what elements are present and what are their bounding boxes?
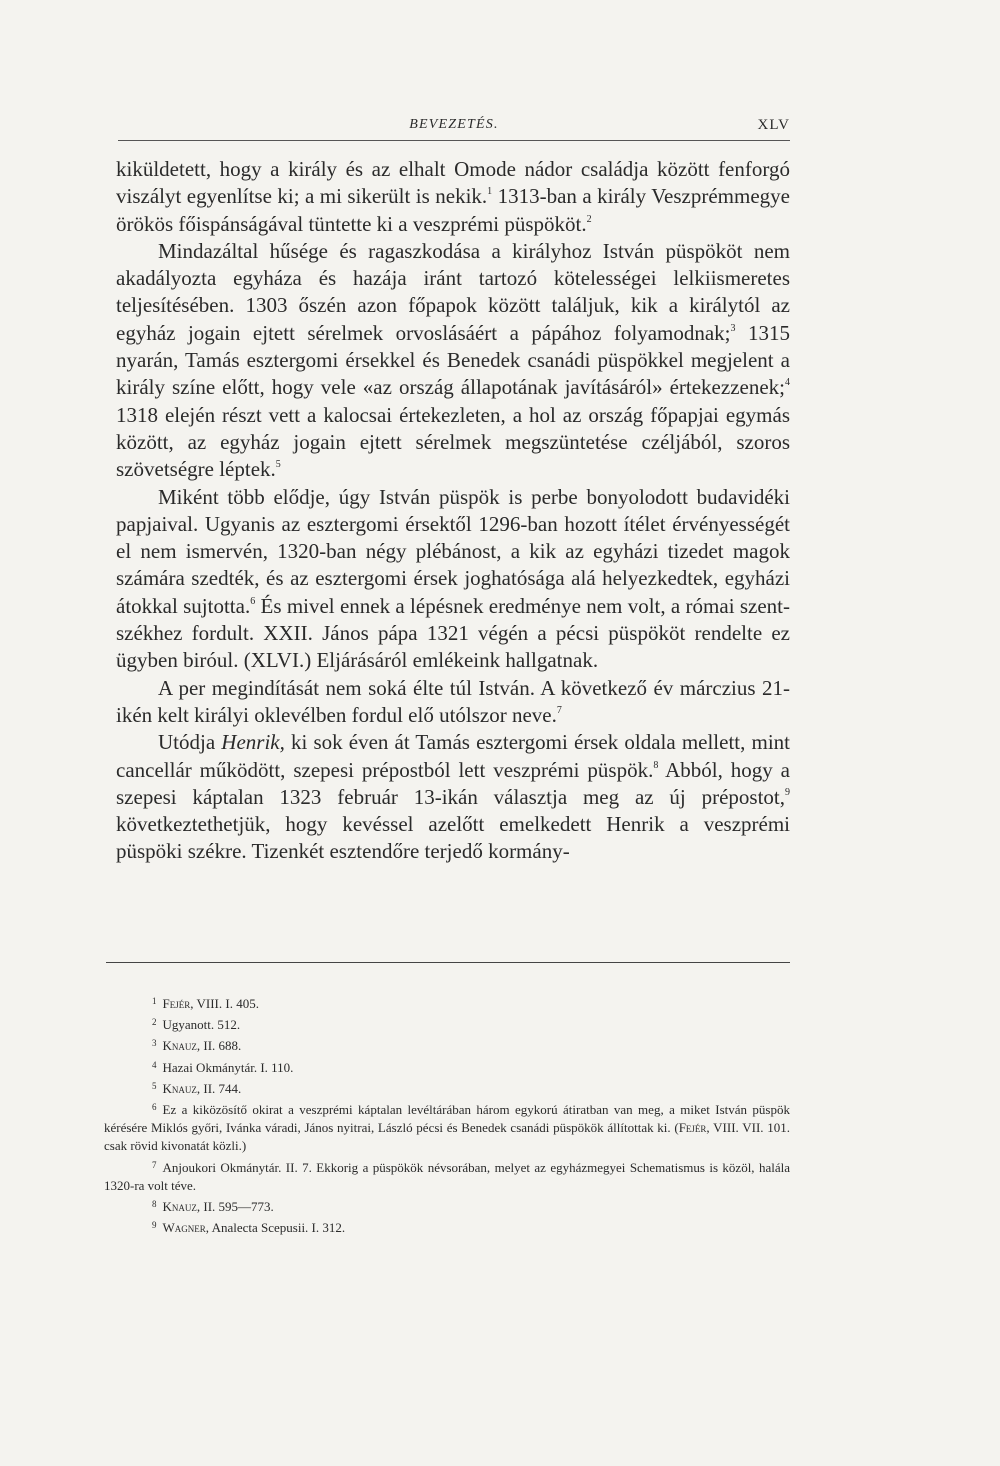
text-run: II. 744. xyxy=(200,1080,242,1096)
footnote xyxy=(104,1056,790,1077)
footnote-number: 1 xyxy=(152,996,157,1006)
footnote xyxy=(104,992,790,1013)
text-run: következtethetjük, hogy kevéssel azelőtt emelkedett Henrik a veszprémi püspöki székre. Tizenkét esztendőre terjedő kormány- xyxy=(116,812,790,864)
footnote-ref: 2 xyxy=(586,213,592,225)
page-number: XLV xyxy=(757,117,790,133)
author-name: Knauz, xyxy=(162,1038,201,1054)
header-rule xyxy=(118,140,790,141)
text-run: Ugyanott. 512. xyxy=(162,1017,241,1033)
footnote-number: 7 xyxy=(152,1159,157,1170)
text-run: Ez a kiközösítő okirat a veszprémi káptalan levéltárában három egykorú átiratban van meg, a miket István püspök kérésére Miklós győri, Ivánka váradi, János nyitrai, László pécsi és Benedek csanádi püspökök állítottak ki. ( xyxy=(104,1102,790,1136)
text-run: Utódja xyxy=(158,730,222,755)
text-run: II. 595—773. xyxy=(200,1199,274,1215)
footnote xyxy=(104,1034,790,1055)
author-name: Fejér, xyxy=(162,996,194,1011)
text-run: ki sok éven át Tamás esztergomi érsek oldala mellett, mint cancellár működött, szepesi prépostból lett veszprémi püspök. xyxy=(116,730,791,782)
text-run: kiküldetett, hogy a király és az elhalt Omode nádor családja között fenforgó viszályt egyenlítse ki; a mi sikerült is nekik. xyxy=(116,157,790,209)
footnote-ref: 8 xyxy=(653,759,659,771)
footnote xyxy=(104,1013,790,1034)
text-run: 1318 elején részt vett a kalocsai értekezleten, a hol az ország főpapjai egymás között, az egyház jogain ejtett sérelmek megszüntetése czéljából, szoros szövetségre léptek. xyxy=(116,402,790,482)
text-run: Hazai Okmánytár. I. 110. xyxy=(162,1059,294,1075)
author-name: Fejér, xyxy=(678,1120,710,1136)
text-run: Miként több elődje, úgy István püspök is perbe bonyolodott budavidéki papjaival. Ugyanis az esztergomi érsektől 1296-ban hozott ítélet érvényességét el nem ismervén, 1320-ban négy plébánost, a kik az egyházi tizedet magok számára szedték, és az esztergomi érsek joghatósága alá helyezkedtek, egyházi átokkal sujtotta. xyxy=(116,484,790,618)
footnote-ref: 6 xyxy=(250,595,256,607)
main-text xyxy=(116,156,790,866)
text-run: Abból, hogy a szepesi káptalan 1323 február 13-ikán választja meg az új prépostot, xyxy=(116,757,790,809)
footnotes xyxy=(104,992,790,1237)
footnote-ref: 5 xyxy=(275,459,281,471)
footnote-number: 3 xyxy=(152,1038,157,1049)
text-run: 1313-ban a király Veszprémmegye örökös főispánságával tüntette ki a veszprémi püspököt. xyxy=(116,184,790,236)
footnote-rule xyxy=(106,962,790,963)
footnote-number: 6 xyxy=(152,1102,157,1113)
footnote xyxy=(104,1156,790,1195)
text-run: VIII. I. 405. xyxy=(193,996,259,1011)
text-run: A per megindítását nem soká élte túl István. A következő év márczius 21-ikén kelt királyi oklevélben fordul elő utólszor neve. xyxy=(116,675,790,727)
footnote-ref: 7 xyxy=(556,704,562,716)
paragraph xyxy=(116,156,790,238)
text-run: 1315 nyarán, Tamás esztergomi érsekkel és Benedek csanádi püspökkel megjelent a király színe előtt, hogy vele «az ország állapotának javításáról» értekezzenek; xyxy=(116,320,790,400)
author-name: Wagner, xyxy=(162,1220,210,1236)
paragraph xyxy=(116,484,790,675)
text-run: Anjoukori Okmánytár. II. 7. Ekkorig a püspökök névsorában, melyet az egyházmegyei Schematismus is közöl, halála 1320-ra volt téve. xyxy=(104,1159,790,1193)
footnote-ref: 3 xyxy=(730,322,736,334)
text-run: Analecta Scepusii. I. 312. xyxy=(209,1220,346,1236)
footnote-number: 2 xyxy=(152,1017,157,1028)
footnote xyxy=(104,1077,790,1098)
footnote-ref: 1 xyxy=(487,186,493,198)
footnote-number: 4 xyxy=(152,1059,157,1070)
italic-text: Henrik, xyxy=(221,730,285,755)
text-run: II. 688. xyxy=(200,1038,242,1054)
text-run: VIII. VII. 101. csak rövid kivonatát közli.) xyxy=(104,1120,791,1154)
footnote xyxy=(104,1098,790,1156)
running-title: BEVEZETÉS. xyxy=(409,117,499,132)
footnote xyxy=(104,1216,790,1237)
footnote-number: 8 xyxy=(152,1199,157,1210)
footnote-ref: 4 xyxy=(785,377,790,389)
text-run: És mivel ennek a lépésnek eredménye nem volt, a római szent-székhez fordult. XXII. János pápa 1321 végén a pécsi püspököt rendelte ez ügyben biróul. (XLVI.) Eljárásáról emlékeink hallgatnak. xyxy=(116,593,790,673)
author-name: Knauz, xyxy=(162,1199,201,1215)
paragraph xyxy=(116,238,790,484)
footnote-ref: 9 xyxy=(785,786,790,798)
paragraph xyxy=(116,675,790,730)
author-name: Knauz, xyxy=(162,1080,201,1096)
text-run: Mindazáltal hűsége és ragaszkodása a királyhoz István püspököt nem akadályozta egyháza és hazája iránt tartozó kötelességei lelkiismeretes teljesítésében. 1303 őszén azon főpapok között találjuk, kik a királytól az egyház jogain ejtett sérelmek orvoslásáért a pápához folyamodnak; xyxy=(116,238,790,345)
footnote xyxy=(104,1195,790,1216)
footnote-number: 5 xyxy=(152,1080,157,1091)
running-header xyxy=(118,113,790,139)
paragraph xyxy=(116,729,790,865)
footnote-number: 9 xyxy=(152,1220,157,1231)
